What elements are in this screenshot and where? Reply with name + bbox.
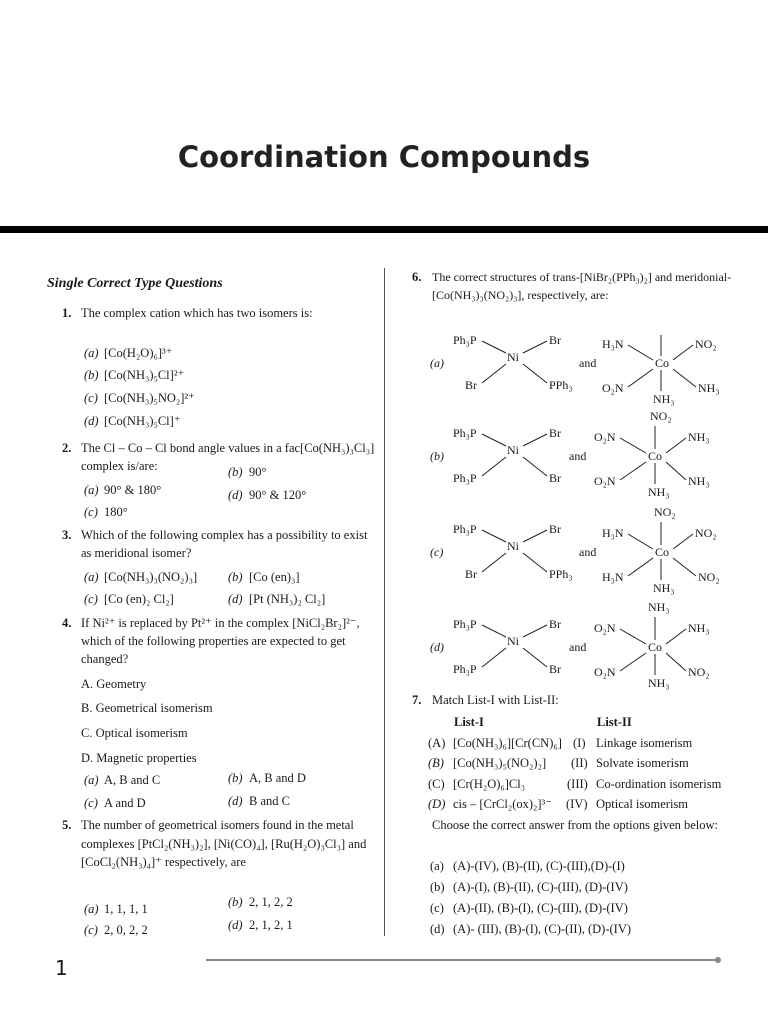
q5-opt-a: 1, 1, 1, 1 (104, 902, 148, 916)
match-row-property: Solvate isomerism (596, 756, 689, 770)
match-row-numeral: (I) (573, 736, 586, 750)
q5-opt-c-label: (c) (84, 923, 98, 937)
q2-number: 2. (62, 441, 72, 455)
q5-opt-b-label: (b) (228, 895, 243, 909)
q2-opt-d: 90° & 120° (249, 488, 307, 502)
q6-opt-d-label: (d) (430, 640, 444, 654)
ni-ligand: Br (549, 522, 561, 536)
q6-option-c (430, 505, 720, 595)
match-row-property: Co-ordination isomerism (596, 777, 722, 791)
ni-ligand: Br (465, 567, 477, 581)
q7-opt-a: (A)-(IV), (B)-(II), (C)-(III),(D)-(I) (453, 859, 625, 873)
q6-number: 6. (412, 270, 422, 284)
ni-ligand: PPh₃ (549, 567, 573, 581)
ni-ligand: Ph₃P (453, 522, 477, 536)
q3-opt-a: [Co(NH₃)₃(NO₂)₃] (104, 570, 198, 584)
q4-opt-b: A, B and D (249, 771, 306, 785)
co-ligand: NO₂ (654, 505, 676, 519)
q4-item-b: B. Geometrical isomerism (81, 701, 213, 715)
list2-header: List-II (597, 715, 632, 729)
match-row-numeral: (IV) (566, 797, 588, 811)
ni-ligand: Ph₃P (453, 617, 477, 631)
ni-center: Ni (507, 443, 519, 457)
q3-opt-c-label: (c) (84, 592, 98, 606)
q1-opt-b-label: (b) (84, 368, 99, 382)
q2-line1: The Cl – Co – Cl bond angle values in a fac[Co(NH₃)₃Cl₃] (81, 441, 375, 455)
q6-and: and (579, 545, 597, 559)
q3-opt-c: [Co (en)₂ Cl₂] (104, 592, 174, 606)
q2-opt-b: 90° (249, 465, 267, 479)
q3-opt-b: [Co (en)₃] (249, 570, 300, 584)
q5-opt-c: 2, 0, 2, 2 (104, 923, 148, 937)
ni-ligand: PPh₃ (549, 378, 573, 392)
match-row-compound: [Co(NH₃)₆][Cr(CN)₆] (453, 736, 562, 750)
q6-line1: The correct structures of trans-[NiBr₂(PPh₃)₂] and meridonial- (432, 270, 732, 284)
match-row-compound: cis – [CrCl₂(ox)₂]³⁻ (453, 797, 552, 811)
q3-number: 3. (62, 528, 72, 542)
q4-opt-a-label: (a) (84, 773, 99, 787)
list1-header: List-I (454, 715, 484, 729)
q7-opt-b: (A)-(I), (B)-(II), (C)-(III), (D)-(IV) (453, 880, 628, 894)
match-row-numeral: (III) (567, 777, 588, 791)
q6-option-d (430, 600, 710, 690)
q6-line2: [Co(NH₃)₃(NO₂)₃], respectively, are: (432, 288, 609, 302)
ni-ligand: Br (549, 617, 561, 631)
ni-ligand: Br (549, 471, 561, 485)
q4-opt-d-label: (d) (228, 794, 243, 808)
match-row-label: (B) (428, 756, 444, 770)
q7-opt-a-label: (a) (430, 859, 444, 873)
ni-ligand: Ph₃P (453, 471, 477, 485)
co-ligand: NH₃ (648, 676, 670, 690)
q3-line1: Which of the following complex has a possibility to exist (81, 528, 368, 542)
footer-dot (715, 957, 721, 963)
q1-text: The complex cation which has two isomers is: (81, 306, 313, 320)
co-ligand: NO₂ (698, 570, 720, 584)
match-row-property: Linkage isomerism (596, 736, 693, 750)
q4-opt-b-label: (b) (228, 771, 243, 785)
co-ligand: NH₃ (688, 474, 710, 488)
q2-opt-b-label: (b) (228, 465, 243, 479)
q6-and: and (579, 356, 597, 370)
co-ligand: NH₃ (688, 430, 710, 444)
q5-opt-d: 2, 1, 2, 1 (249, 918, 293, 932)
q6-opt-b-label: (b) (430, 449, 444, 463)
ni-center: Ni (507, 350, 519, 364)
co-ligand: O₂N (594, 665, 616, 679)
q7-opt-b-label: (b) (430, 880, 445, 894)
q6-structures (420, 325, 730, 700)
co-ligand: NH₃ (653, 581, 675, 595)
q6-option-a (430, 333, 720, 406)
q1-opt-c: [Co(NH₃)₅NO₂]²⁺ (104, 391, 195, 405)
q7-number: 7. (412, 693, 422, 707)
co-ligand: NH₃ (688, 621, 710, 635)
q2-opt-a-label: (a) (84, 483, 99, 497)
q7-text: Match List-I with List-II: (432, 693, 559, 707)
co-ligand: NO₂ (650, 409, 672, 423)
q2-opt-a: 90° & 180° (104, 483, 162, 497)
q7-opt-c: (A)-(II), (B)-(I), (C)-(III), (D)-(IV) (453, 901, 628, 915)
q5-number: 5. (62, 818, 72, 832)
q6-and: and (569, 449, 587, 463)
q7-opt-c-label: (c) (430, 901, 444, 915)
match-row-compound: [Cr(H₂O)₆]Cl₃ (453, 777, 526, 791)
q1-opt-a-label: (a) (84, 346, 99, 360)
page-number: 1 (55, 956, 68, 980)
co-ligand: H₃N (602, 526, 624, 540)
match-row-label: (D) (428, 797, 446, 811)
q1-number: 1. (62, 306, 72, 320)
q5-line1: The number of geometrical isomers found in the metal (81, 818, 354, 832)
ni-ligand: Ph₃P (453, 333, 477, 347)
q3-opt-b-label: (b) (228, 570, 243, 584)
co-center: Co (655, 545, 670, 559)
footer-rule (206, 959, 718, 961)
ni-ligand: Br (465, 378, 477, 392)
co-center: Co (655, 356, 670, 370)
q6-opt-a-label: (a) (430, 356, 444, 370)
q4-opt-c-label: (c) (84, 796, 98, 810)
q5-opt-d-label: (d) (228, 918, 243, 932)
q4-item-c: C. Optical isomerism (81, 726, 188, 740)
co-ligand: H₃N (602, 337, 624, 351)
q6-and: and (569, 640, 587, 654)
q2-opt-c: 180° (104, 505, 128, 519)
q4-line3: changed? (81, 652, 129, 666)
q5-opt-b: 2, 1, 2, 2 (249, 895, 293, 909)
q3-opt-d: [Pt (NH₃)₂ Cl₂] (249, 592, 326, 606)
q7-opt-d-label: (d) (430, 922, 445, 936)
q2-opt-d-label: (d) (228, 488, 243, 502)
q1-opt-b: [Co(NH₃)₅Cl]²⁺ (104, 368, 185, 382)
co-ligand: NH₃ (653, 392, 675, 406)
q4-line1: If Ni²⁺ is replaced by Pt²⁺ in the complex [NiCl₂Br₂]²⁻, (81, 616, 360, 630)
q4-item-d: D. Magnetic properties (81, 751, 197, 765)
q3-opt-a-label: (a) (84, 570, 99, 584)
q4-opt-c: A and D (104, 796, 146, 810)
q4-opt-d: B and C (249, 794, 290, 808)
q6-opt-c-label: (c) (430, 545, 444, 559)
q5-line2: complexes [PtCl₂(NH₃)₂], [Ni(CO)₄], [Ru(H₂O)₃Cl₃] and (81, 837, 367, 851)
ni-ligand: Br (549, 333, 561, 347)
match-row-property: Optical isomerism (596, 797, 688, 811)
co-ligand: O₂N (594, 430, 616, 444)
section-heading: Single Correct Type Questions (47, 276, 223, 291)
match-row-label: (C) (428, 777, 445, 791)
co-ligand: NO₂ (695, 337, 717, 351)
column-divider (384, 268, 385, 936)
q2-opt-c-label: (c) (84, 505, 98, 519)
co-ligand: NH₃ (698, 381, 720, 395)
match-row-numeral: (II) (571, 756, 588, 770)
co-ligand: H₃N (602, 570, 624, 584)
co-ligand: NH₃ (648, 485, 670, 499)
q4-opt-a: A, B and C (104, 773, 161, 787)
q1-opt-c-label: (c) (84, 391, 98, 405)
co-ligand: NO₂ (695, 526, 717, 540)
q4-line2: which of the following properties are expected to get (81, 634, 346, 648)
q1-opt-a: [Co(H₂O)₆]³⁺ (104, 346, 173, 360)
match-row-label: (A) (428, 736, 446, 750)
co-ligand: O₂N (602, 381, 624, 395)
q5-opt-a-label: (a) (84, 902, 99, 916)
match-row-compound: [Co(NH₃)₅(NO₂)₂] (453, 756, 547, 770)
q1-opt-d: [Co(NH₃)₅Cl]⁺ (104, 414, 181, 428)
q3-line2: as meridional isomer? (81, 546, 192, 560)
ni-center: Ni (507, 634, 519, 648)
q7-opt-d: (A)- (III), (B)-(I), (C)-(II), (D)-(IV) (453, 922, 632, 936)
ni-ligand: Ph₃P (453, 662, 477, 676)
ni-ligand: Br (549, 662, 561, 676)
q5-line3: [CoCl₂(NH₃)₄]⁺ respectively, are (81, 855, 246, 869)
co-ligand: O₂N (594, 474, 616, 488)
co-ligand: NO₂ (688, 665, 710, 679)
co-center: Co (648, 449, 663, 463)
co-center: Co (648, 640, 663, 654)
q4-number: 4. (62, 616, 72, 630)
q2-line2: complex is/are: (81, 459, 158, 473)
ni-center: Ni (507, 539, 519, 553)
q6-option-b (430, 409, 710, 499)
co-ligand: NH₃ (648, 600, 670, 614)
q4-item-a: A. Geometry (81, 677, 147, 691)
q1-opt-d-label: (d) (84, 414, 99, 428)
page-title: Coordination Compounds (177, 140, 591, 174)
q7-instruction: Choose the correct answer from the options given below: (432, 818, 719, 832)
header-divider (0, 226, 768, 233)
ni-ligand: Ph₃P (453, 426, 477, 440)
co-ligand: O₂N (594, 621, 616, 635)
q3-opt-d-label: (d) (228, 592, 243, 606)
ni-ligand: Br (549, 426, 561, 440)
